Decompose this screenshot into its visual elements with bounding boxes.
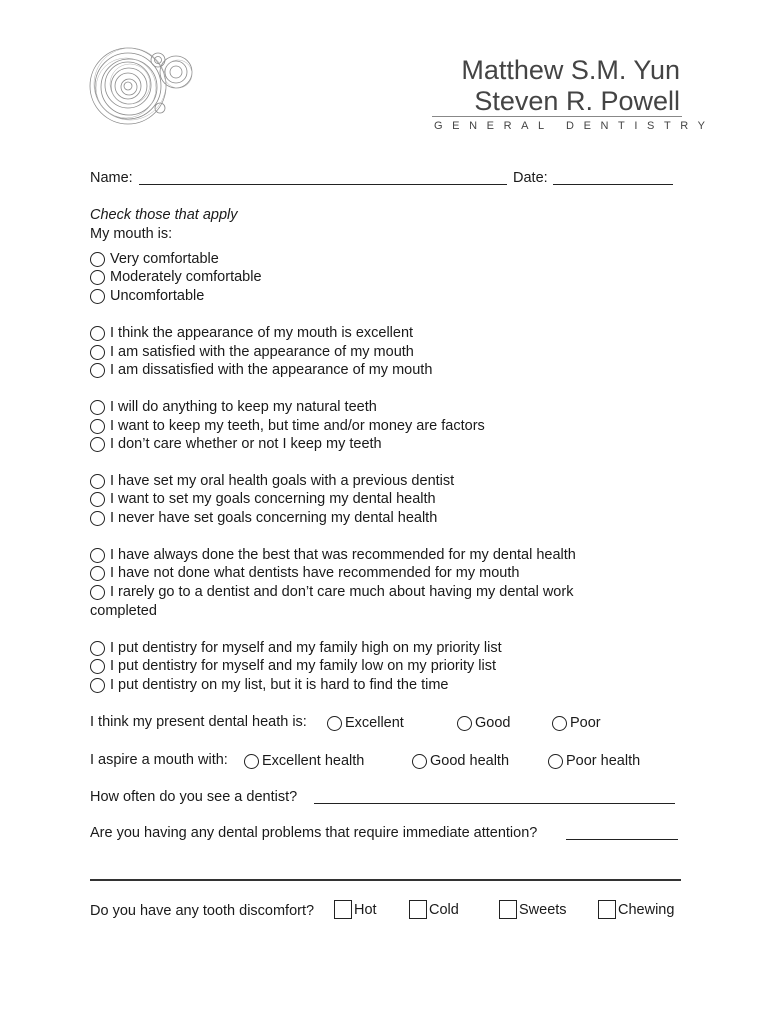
option-row[interactable] xyxy=(90,287,204,305)
discomfort-chewing[interactable]: Chewing xyxy=(598,900,674,919)
option-label: I put dentistry on my list, but it is hard to find the time xyxy=(110,677,449,693)
aspire-good[interactable]: Good health xyxy=(412,752,509,770)
radio-circle[interactable] xyxy=(90,345,105,360)
option-row[interactable] xyxy=(90,398,377,416)
option-label: I want to set my goals concerning my dental health xyxy=(110,491,436,507)
radio-circle[interactable] xyxy=(90,289,105,304)
problems-field[interactable] xyxy=(566,839,678,840)
radio-circle[interactable] xyxy=(90,400,105,415)
radio-circle[interactable] xyxy=(90,252,105,267)
option-row[interactable] xyxy=(90,268,262,286)
radio-circle[interactable] xyxy=(90,641,105,656)
radio-circle[interactable] xyxy=(244,754,259,769)
doctor-name-1: Matthew S.M. Yun xyxy=(461,55,680,85)
option-row[interactable] xyxy=(90,639,502,657)
option-label: I have set my oral health goals with a previous dentist xyxy=(110,473,455,489)
doctor-name-2: Steven R. Powell xyxy=(474,86,680,116)
aspire-label: I aspire a mouth with: xyxy=(90,752,228,768)
practice-specialty: GENERAL DENTISTRY xyxy=(434,120,715,132)
option-label: I want to keep my teeth, but time and/or money are factors xyxy=(110,418,485,434)
option-row[interactable] xyxy=(90,546,576,564)
option-row[interactable] xyxy=(90,250,219,268)
radio-circle[interactable] xyxy=(90,363,105,378)
date-label: Date: xyxy=(513,170,548,186)
present-health-good[interactable]: Good xyxy=(457,714,510,732)
radio-circle[interactable] xyxy=(90,419,105,434)
radio-circle[interactable] xyxy=(327,716,342,731)
date-field[interactable] xyxy=(553,184,673,185)
option-row[interactable] xyxy=(90,435,382,453)
radio-circle[interactable] xyxy=(90,585,105,600)
option-label: Very comfortable xyxy=(110,251,219,267)
discomfort-label: Do you have any tooth discomfort? xyxy=(90,903,315,919)
option-row[interactable] xyxy=(90,657,496,675)
aspire-excellent[interactable]: Excellent health xyxy=(244,752,364,770)
option-label: I don’t care whether or not I keep my teeth xyxy=(110,436,382,452)
problems-label: Are you having any dental problems that require immediate attention? xyxy=(90,825,538,841)
option-label: I rarely go to a dentist and don’t care much about having my dental work xyxy=(110,584,574,600)
name-label: Name: xyxy=(90,170,133,186)
section-divider xyxy=(90,879,681,881)
option-label: I am dissatisfied with the appearance of my mouth xyxy=(110,362,433,378)
option-label: I put dentistry for myself and my family low on my priority list xyxy=(110,658,496,674)
checkbox[interactable] xyxy=(409,900,427,919)
option-label: I am satisfied with the appearance of my mouth xyxy=(110,344,414,360)
checkbox[interactable] xyxy=(598,900,616,919)
option-row[interactable] xyxy=(90,361,432,379)
discomfort-sweets[interactable]: Sweets xyxy=(499,900,567,919)
radio-circle[interactable] xyxy=(457,716,472,731)
checkbox[interactable] xyxy=(499,900,517,919)
discomfort-cold[interactable]: Cold xyxy=(409,900,459,919)
radio-circle[interactable] xyxy=(90,492,105,507)
option-label: I put dentistry for myself and my family high on my priority list xyxy=(110,640,502,656)
how-often-label: How often do you see a dentist? xyxy=(90,789,298,805)
option-label: I think the appearance of my mouth is excellent xyxy=(110,325,414,341)
option-label: I have always done the best that was recommended for my dental health xyxy=(110,547,576,563)
option-row[interactable] xyxy=(90,472,454,490)
name-field[interactable] xyxy=(139,184,507,185)
present-health-label: I think my present dental heath is: xyxy=(90,714,307,730)
radio-circle[interactable] xyxy=(90,474,105,489)
option-row[interactable] xyxy=(90,583,573,601)
radio-circle[interactable] xyxy=(90,659,105,674)
option-label: I will do anything to keep my natural teeth xyxy=(110,399,377,415)
radio-circle[interactable] xyxy=(90,548,105,563)
option-label: I have not done what dentists have recommended for my mouth xyxy=(110,565,520,581)
option-row[interactable] xyxy=(90,676,448,694)
discomfort-hot[interactable]: Hot xyxy=(334,900,377,919)
present-health-poor[interactable]: Poor xyxy=(552,714,601,732)
option-label: I never have set goals concerning my dental health xyxy=(110,510,438,526)
option-row[interactable] xyxy=(90,343,414,361)
radio-circle[interactable] xyxy=(90,437,105,452)
option-row[interactable] xyxy=(90,564,519,582)
checkbox[interactable] xyxy=(334,900,352,919)
option-label: Moderately comfortable xyxy=(110,269,262,285)
present-health-excellent[interactable]: Excellent xyxy=(327,714,404,732)
radio-circle[interactable] xyxy=(90,511,105,526)
option-row[interactable] xyxy=(90,490,436,508)
radio-circle[interactable] xyxy=(412,754,427,769)
how-often-field[interactable] xyxy=(314,803,675,804)
concentric-circles-logo-icon xyxy=(88,44,198,130)
header-divider xyxy=(432,116,682,117)
option-row[interactable] xyxy=(90,509,437,527)
radio-circle[interactable] xyxy=(90,566,105,581)
instruction-text: Check those that apply xyxy=(90,207,238,223)
radio-circle[interactable] xyxy=(552,716,567,731)
option-row[interactable] xyxy=(90,417,485,435)
mouth-label: My mouth is: xyxy=(90,226,173,242)
radio-circle[interactable] xyxy=(90,326,105,341)
option-continuation: completed xyxy=(90,603,157,619)
option-label: Uncomfortable xyxy=(110,288,205,304)
radio-circle[interactable] xyxy=(90,270,105,285)
radio-circle[interactable] xyxy=(90,678,105,693)
option-row[interactable] xyxy=(90,324,413,342)
radio-circle[interactable] xyxy=(548,754,563,769)
aspire-poor[interactable]: Poor health xyxy=(548,752,640,770)
